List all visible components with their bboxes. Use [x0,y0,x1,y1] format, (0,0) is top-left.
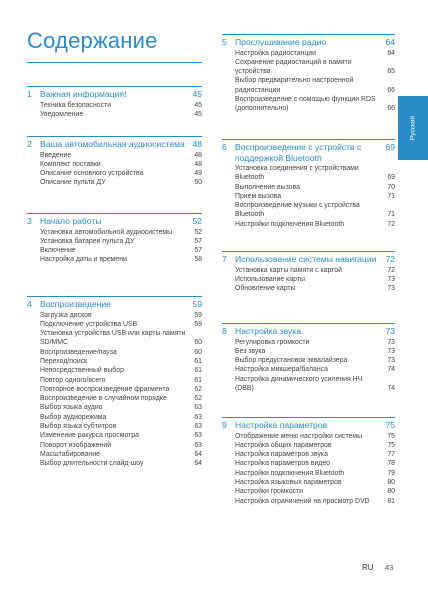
toc-section [222,34,395,114]
toc-entry[interactable] [235,76,395,95]
toc-entry[interactable] [235,284,395,293]
entry-label: Комплект поставки [40,160,101,168]
toc-entry[interactable] [40,320,202,329]
entry-label: Описание основного устройства [40,170,144,178]
entry-label: Настройка радиостанции [235,49,317,57]
entry-label: Настройка языковых параметров [235,478,342,486]
entry-label: Настройка даты и времени [40,256,127,264]
entry-label: Масштабирование [40,450,100,458]
section-page: 73 [385,326,395,336]
section-number: 5 [222,37,227,47]
entry-label: Выбор языка аудио [40,404,103,412]
entry-page: 70 [387,183,395,191]
section-page: 59 [192,299,202,309]
entry-page: 80 [387,488,395,496]
entry-page: 73 [387,285,395,293]
entry-label: Выбор предустановок эквалайзера [235,357,348,365]
toc-entry[interactable] [40,431,202,440]
toc-entry[interactable] [40,385,202,394]
toc-section [222,139,395,229]
entry-label: Отображение меню настройки системы [235,432,363,440]
toc-entry[interactable] [235,432,395,441]
entry-label: Подключение устройства USB [40,320,138,328]
entry-page: 58 [194,256,202,264]
entry-label: Повторное воспроизведение фрагмента [40,385,170,393]
toc-entry[interactable] [235,275,395,284]
entry-page: 45 [194,101,202,109]
entry-label: Техника безопасности [40,101,112,109]
entry-page: 80 [387,478,395,486]
entry-page: 64 [194,450,202,458]
footer-page-number: 43 [385,563,394,572]
entry-label: Введение [40,151,72,159]
entry-label: Выбор аудиорежима [40,413,107,421]
section-entries [222,338,395,394]
entry-page: 64 [194,460,202,468]
entry-label: Включение [40,247,76,255]
language-tab[interactable] [398,96,428,160]
entry-page: 79 [387,469,395,477]
toc-entry[interactable] [40,160,202,169]
entry-label: Настройки подключения Bluetooth [235,469,345,477]
toc-entry[interactable] [235,220,395,229]
toc-entry[interactable] [235,441,395,450]
section-heading[interactable] [27,296,202,310]
toc-entry[interactable] [235,469,395,478]
section-title: Ваша автомобильная аудиосистема [40,139,185,149]
entry-page: 74 [387,384,395,392]
title-underline [27,62,202,63]
entry-page: 63 [194,432,202,440]
toc-entry[interactable] [40,413,202,422]
section-title: Воспроизведение с устройств с поддержкой Bluetooth [235,142,362,163]
entry-page: 74 [387,366,395,374]
section-page: 69 [385,142,395,152]
entry-label: Воспроизведение в случайном порядке [40,395,167,403]
entry-page: 60 [194,339,202,347]
entry-label: Установка батареи пульта ДУ [40,237,135,245]
toc-entry[interactable] [235,487,395,496]
toc-entry[interactable] [40,237,202,246]
entry-label: Использование карты [235,275,305,283]
section-title: Важная информация! [40,89,127,99]
entry-page: 61 [194,376,202,384]
section-title: Настройка параметров [235,420,328,430]
toc-entry[interactable] [40,459,202,468]
entry-page: 63 [194,413,202,421]
toc-entry[interactable] [235,164,395,183]
entry-label: Выбор предварительно настроенной радиостанции [235,77,354,94]
entry-label: Настройка параметров звука [235,451,328,459]
entry-label: Без звука [235,347,266,355]
entry-label: Установка соединения с устройствами Bluetooth [235,165,359,182]
toc-section [222,323,395,393]
toc-entry[interactable] [40,348,202,357]
entry-page: 57 [194,237,202,245]
toc-entry[interactable] [235,201,395,220]
entry-page: 48 [194,151,202,159]
toc-entry[interactable] [40,450,202,459]
section-page: 48 [192,139,202,149]
section-page: 72 [385,254,395,264]
toc-entry[interactable] [235,497,395,506]
entry-label: Повтор одного/всего [40,376,106,384]
entry-label: Регулировка громкости [235,338,310,346]
entry-label: Описание пульта ДУ [40,179,106,187]
entry-page: 66 [387,105,395,113]
section-heading[interactable] [27,136,202,150]
toc-entry[interactable] [40,403,202,412]
section-page: 64 [385,37,395,47]
entry-page: 69 [387,174,395,182]
entry-page: 48 [194,160,202,168]
entry-page: 75 [387,441,395,449]
toc-entry[interactable] [235,338,395,347]
entry-page: 45 [194,110,202,118]
section-entries [222,266,395,294]
section-number: 6 [222,142,227,152]
toc-section [27,86,202,119]
entry-page: 59 [194,320,202,328]
entry-label: Настройка параметров видео [235,460,330,468]
toc-entry[interactable] [40,422,202,431]
section-page: 75 [385,420,395,430]
entry-label: Обновление карты [235,285,296,293]
entry-page: 66 [387,86,395,94]
entry-page: 81 [387,497,395,505]
entry-page: 57 [194,247,202,255]
toc-entry[interactable] [40,255,202,264]
section-heading[interactable] [222,34,395,48]
entry-page: 64 [387,49,395,57]
toc-entry[interactable] [235,183,395,192]
toc-entry[interactable] [235,459,395,468]
language-tab-label: Русский [409,115,417,141]
toc-entry[interactable] [40,110,202,119]
entry-label: Выбор языка субтитров [40,423,117,431]
toc-entry[interactable] [40,169,202,178]
section-entries [27,311,202,469]
toc-entry[interactable] [235,356,395,365]
toc-entry[interactable] [40,151,202,160]
entry-label: Воспроизведение с помощью функции RDS (дополнительно) [235,95,376,113]
entry-label: Выбор длительности слайд-шоу [40,460,144,468]
section-number: 9 [222,420,227,430]
section-entries [222,164,395,229]
toc-entry[interactable] [40,101,202,110]
entry-page: 50 [194,179,202,187]
section-page: 45 [192,89,202,99]
toc-entry[interactable] [40,178,202,187]
toc-entry[interactable] [235,375,395,394]
section-heading[interactable] [222,417,395,431]
toc-entry[interactable] [235,58,395,77]
section-number: 1 [27,89,32,99]
entry-label: Воспроизведение музыки с устройства Bluetooth [235,202,360,219]
section-entries [27,228,202,265]
page-title: Содержание [27,28,158,53]
entry-label: Воспроизведение/пауза [40,348,117,356]
toc-entry[interactable] [40,329,202,348]
entry-page: 63 [194,441,202,449]
toc-section [27,213,202,265]
entry-page: 73 [387,347,395,355]
entry-label: Уведомление [40,110,84,118]
section-heading[interactable] [27,213,202,227]
entry-page: 77 [387,451,395,459]
toc-entry[interactable] [235,450,395,459]
toc-section [222,417,395,506]
entry-label: Установка автомобильной аудиосистемы [40,228,173,236]
section-number: 7 [222,254,227,264]
section-number: 8 [222,326,227,336]
toc-section [27,136,202,188]
entry-label: Настройка динамического усиления НЧ (DBB) [235,375,363,392]
section-heading[interactable] [222,323,395,337]
section-entries [222,49,395,114]
toc-entry[interactable] [40,246,202,255]
toc-entry[interactable] [235,347,395,356]
toc-entry[interactable] [40,366,202,375]
toc-entry[interactable] [235,266,395,275]
entry-label: Загрузка дисков [40,311,92,319]
toc-entry[interactable] [40,441,202,450]
toc-entry[interactable] [40,394,202,403]
entry-label: Настройки громкости [235,488,303,496]
section-entries [222,432,395,506]
entry-page: 52 [194,228,202,236]
section-number: 3 [27,216,32,226]
section-heading[interactable] [222,139,395,163]
entry-page: 59 [194,311,202,319]
entry-page: 65 [387,68,395,76]
entry-page: 78 [387,460,395,468]
entry-page: 72 [387,220,395,228]
section-entries [27,101,202,120]
entry-label: Поворот изображений [40,441,112,449]
section-title: Начало работы [40,216,102,226]
entry-label: Непосредственный выбор [40,367,124,375]
entry-label: Настройка ограничений на просмотр DVD [235,497,370,505]
entry-page: 73 [387,275,395,283]
entry-label: Установка устройства USB или карты памяти SD/MMC [40,330,186,347]
entry-page: 73 [387,338,395,346]
section-entries [27,151,202,188]
entry-page: 72 [387,266,395,274]
entry-label: Изменение ракурса просмотра [40,432,139,440]
footer-language-code: RU [362,563,374,572]
toc-entry[interactable] [235,95,395,114]
section-title: Воспроизведение [40,299,111,309]
toc-entry[interactable] [235,49,395,58]
section-number: 4 [27,299,32,309]
entry-page: 63 [194,404,202,412]
section-title: Использование системы навигации [235,254,377,264]
entry-page: 63 [194,423,202,431]
entry-page: 61 [194,367,202,375]
entry-label: Настройка общих параметров [235,441,332,449]
entry-page: 62 [194,385,202,393]
toc-entry[interactable] [235,192,395,201]
entry-page: 73 [387,357,395,365]
entry-page: 71 [387,192,395,200]
entry-label: Настройки подключения Bluetooth [235,220,345,228]
entry-label: Переход/поиск [40,357,88,365]
entry-label: Настройка микшера/баланса [235,366,328,374]
entry-page: 75 [387,432,395,440]
section-title: Настройка звука [235,326,302,336]
toc-entry[interactable] [40,357,202,366]
entry-page: 49 [194,170,202,178]
section-title: Прослушивание радио [235,37,327,47]
toc-entry[interactable] [235,365,395,374]
toc-entry[interactable] [235,478,395,487]
entry-label: Прием вызова [235,192,282,200]
section-number: 2 [27,139,32,149]
entry-page: 62 [194,395,202,403]
entry-label: Установка карты памяти с картой [235,266,342,274]
section-heading[interactable] [27,86,202,100]
entry-page: 60 [194,348,202,356]
toc-entry[interactable] [40,376,202,385]
entry-page: 71 [387,211,395,219]
toc-section [222,251,395,293]
entry-label: Выполнение вызова [235,183,300,191]
section-heading[interactable] [222,251,395,265]
toc-entry[interactable] [40,228,202,237]
toc-section [27,296,202,469]
entry-page: 61 [194,357,202,365]
toc-entry[interactable] [40,311,202,320]
entry-label: Сохранение радиостанций в памяти устройства [235,58,352,76]
section-page: 52 [192,216,202,226]
